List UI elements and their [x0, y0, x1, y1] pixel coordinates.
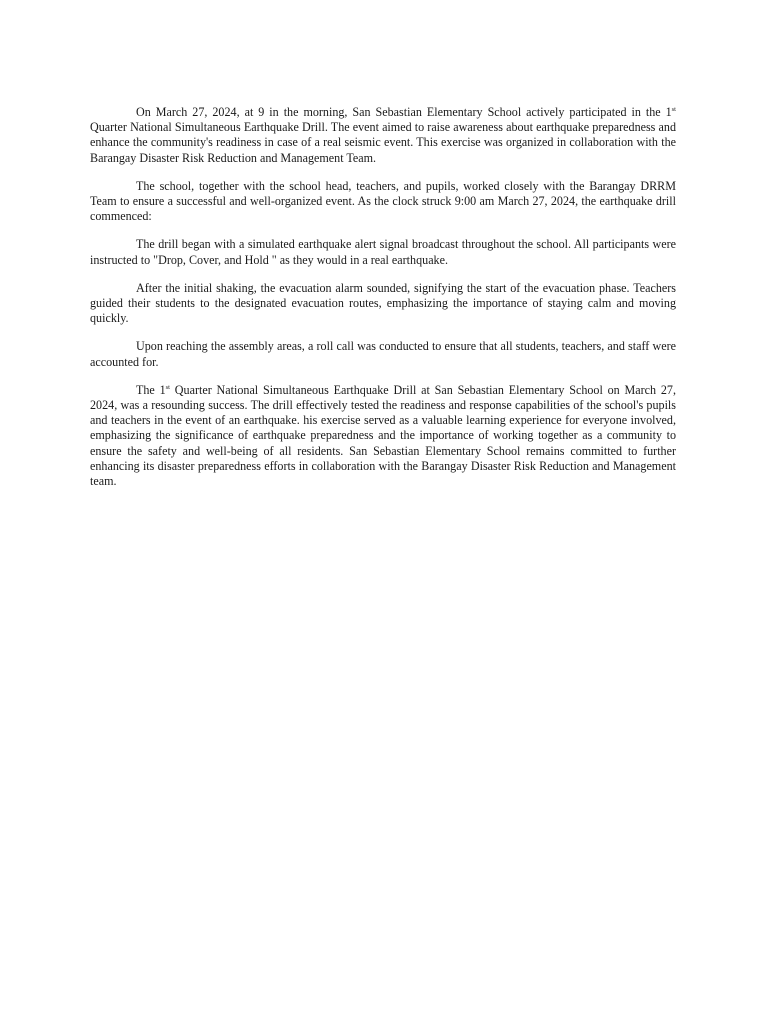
paragraph-conclusion-text-start: The 1 [136, 382, 166, 397]
paragraph-evacuation: After the initial shaking, the evacuation alarm sounded, signifying the start of the evacuation phase. Teachers guided their students to the designated evacuation routes, emphasizing the importance of staying calm and moving quickly. [90, 280, 676, 326]
paragraph-intro [90, 105, 676, 166]
paragraph-preparation: The school, together with the school head, teachers, and pupils, worked closely with the Barangay DRRM Team to ensure a successful and well-organized event. As the clock struck 9:00 am March 27, 2024, the earthquake drill commenced: [90, 178, 676, 224]
paragraph-roll-call: Upon reaching the assembly areas, a roll call was conducted to ensure that all students, teachers, and staff were accounted for. [90, 339, 676, 369]
paragraph-conclusion [90, 383, 676, 489]
paragraph-intro-text-start: On March 27, 2024, at 9 in the morning, San Sebastian Elementary School actively participated in the 1 [136, 105, 672, 119]
ordinal-suffix: st [165, 383, 170, 391]
ordinal-suffix: st [671, 106, 676, 113]
paragraph-conclusion-text-end: Quarter National Simultaneous Earthquake Drill at San Sebastian Elementary School on March 27, 2024, was a resounding success. The drill effectively tested the readiness and response capabilities of the school's pupils and teachers in the event of an earthquake. his exercise served as a valuable learning experience for everyone involved, emphasizing the significance of earthquake preparedness and the importance of working together as a community to ensure the safety and well-being of all residents. San Sebastian Elementary School remains committed to further enhancing its disaster preparedness efforts in collaboration with the Barangay Disaster Risk Reduction and Management team. [90, 382, 677, 489]
document-body [90, 105, 676, 489]
paragraph-alert-signal: The drill began with a simulated earthquake alert signal broadcast throughout the school. All participants were instructed to "Drop, Cover, and Hold " as they would in a real earthquake. [90, 237, 676, 267]
paragraph-intro-text-end: Quarter National Simultaneous Earthquake Drill. The event aimed to raise awareness about earthquake preparedness and enhance the community's readiness in case of a real seismic event. This exercise was organized in collaboration with the Barangay Disaster Risk Reduction and Management Team. [90, 120, 676, 165]
